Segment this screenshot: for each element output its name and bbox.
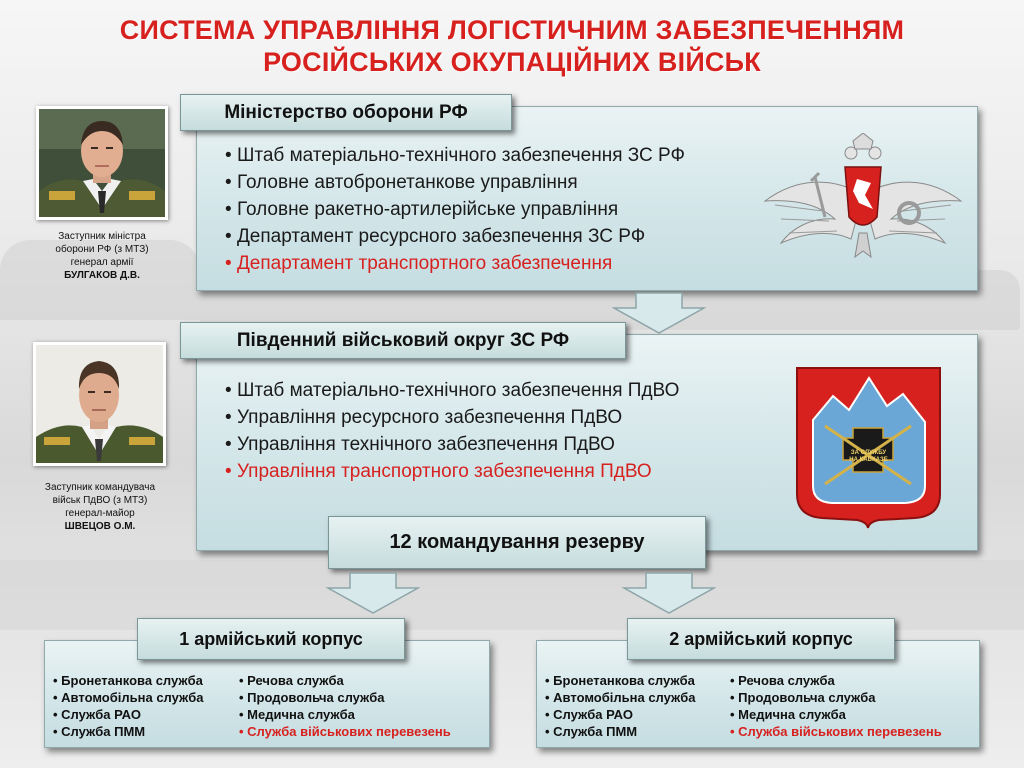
emblem-motto-word: ЗА xyxy=(850,450,859,456)
list-item: • Штаб матеріально-технічного забезпечення ПдВО xyxy=(225,377,679,404)
list-item: • Управління технічного забезпечення ПдВО xyxy=(225,431,679,458)
ministry-label-text: Міністерство оборони РФ xyxy=(224,101,468,123)
corps-2-label xyxy=(627,618,895,660)
emblem-motto-word: НА xyxy=(849,457,858,463)
person-name: ШВЕЦОВ О.М. xyxy=(64,521,136,532)
title-line-1: СИСТЕМА УПРАВЛІННЯ ЛОГІСТИЧНИМ ЗАБЕЗПЕЧЕННЯМ xyxy=(119,15,905,45)
caption-shvetsov xyxy=(20,481,180,533)
corps-2-label-text: 2 армійський корпус xyxy=(669,628,853,649)
caption-line: Заступник міністра xyxy=(58,231,146,242)
corps-1-label-text: 1 армійський корпус xyxy=(179,628,363,649)
portrait-1-image xyxy=(39,109,165,217)
list-item: • Управління ресурсного забезпечення ПдВО xyxy=(225,404,679,431)
emblem-motto-word: КАВКАЗЕ xyxy=(859,457,888,463)
photo-bulgakov xyxy=(36,106,168,220)
title-line-2: РОСІЙСЬКИХ ОКУПАЦІЙНИХ ВІЙСЬК xyxy=(263,47,761,77)
list-item: • Департамент ресурсного забезпечення ЗС РФ xyxy=(225,223,685,250)
photo-shvetsov xyxy=(33,342,166,466)
ministry-panel xyxy=(196,106,978,291)
corps-2-col-2 xyxy=(730,672,942,740)
list-item-highlighted: • Департамент транспортного забезпечення xyxy=(225,250,685,277)
down-arrow-icon xyxy=(612,292,706,334)
district-list xyxy=(225,377,679,485)
corps-1-label xyxy=(137,618,405,660)
list-item-highlighted: • Служба військових перевезень xyxy=(730,723,942,740)
emblem-motto xyxy=(831,450,906,464)
list-item: • Продовольча служба xyxy=(730,689,942,706)
caption-line: Заступник командувача xyxy=(44,482,156,493)
eagle-emblem-icon xyxy=(763,133,963,268)
district-label-text: Південний військовий округ ЗС РФ xyxy=(236,329,570,351)
list-item: • Автомобільна служба xyxy=(53,689,204,706)
down-arrow-icon xyxy=(326,572,420,614)
list-item: • Служба ПММ xyxy=(53,723,204,740)
list-item: • Головне автобронетанкове управління xyxy=(225,169,685,196)
list-item: • Бронетанкова служба xyxy=(545,672,696,689)
reserve-command-label xyxy=(328,516,706,569)
list-item: • Речова служба xyxy=(730,672,942,689)
ministry-label xyxy=(180,94,512,131)
down-arrow-icon xyxy=(622,572,716,614)
corps-2-col-1 xyxy=(545,672,696,740)
list-item-highlighted: • Служба військових перевезень xyxy=(239,723,451,740)
list-item: • Служба РАО xyxy=(53,706,204,723)
caption-line: генерал армії xyxy=(70,257,134,268)
list-item: • Речова служба xyxy=(239,672,451,689)
person-name: БУЛГАКОВ Д.В. xyxy=(64,270,140,281)
list-item: • Бронетанкова служба xyxy=(53,672,204,689)
portrait-2-image xyxy=(36,345,163,463)
corps-1-col-1 xyxy=(53,672,204,740)
caption-line: генерал-майор xyxy=(65,508,135,519)
list-item: • Штаб матеріально-технічного забезпечення ЗС РФ xyxy=(225,142,685,169)
list-item: • Служба ПММ xyxy=(545,723,696,740)
list-item: • Головне ракетно-артилерійське управління xyxy=(225,196,685,223)
reserve-command-text: 12 командування резерву xyxy=(389,531,645,553)
ministry-list xyxy=(225,142,685,277)
list-item: • Медична служба xyxy=(239,706,451,723)
list-item-highlighted: • Управління транспортного забезпечення ПдВО xyxy=(225,458,679,485)
list-item: • Продовольча служба xyxy=(239,689,451,706)
list-item: • Медична служба xyxy=(730,706,942,723)
corps-1-col-2 xyxy=(239,672,451,740)
caption-line: військ ПдВО (з МТЗ) xyxy=(52,495,148,506)
list-item: • Служба РАО xyxy=(545,706,696,723)
emblem-motto-word: СЛУЖБУ xyxy=(860,450,887,456)
district-emblem xyxy=(795,366,942,529)
district-label xyxy=(180,322,626,359)
caption-line: оборони РФ (з МТЗ) xyxy=(55,244,149,255)
shield-emblem-icon xyxy=(795,366,942,529)
list-item: • Автомобільна служба xyxy=(545,689,696,706)
page-title xyxy=(0,14,1024,78)
caption-bulgakov xyxy=(22,230,182,282)
